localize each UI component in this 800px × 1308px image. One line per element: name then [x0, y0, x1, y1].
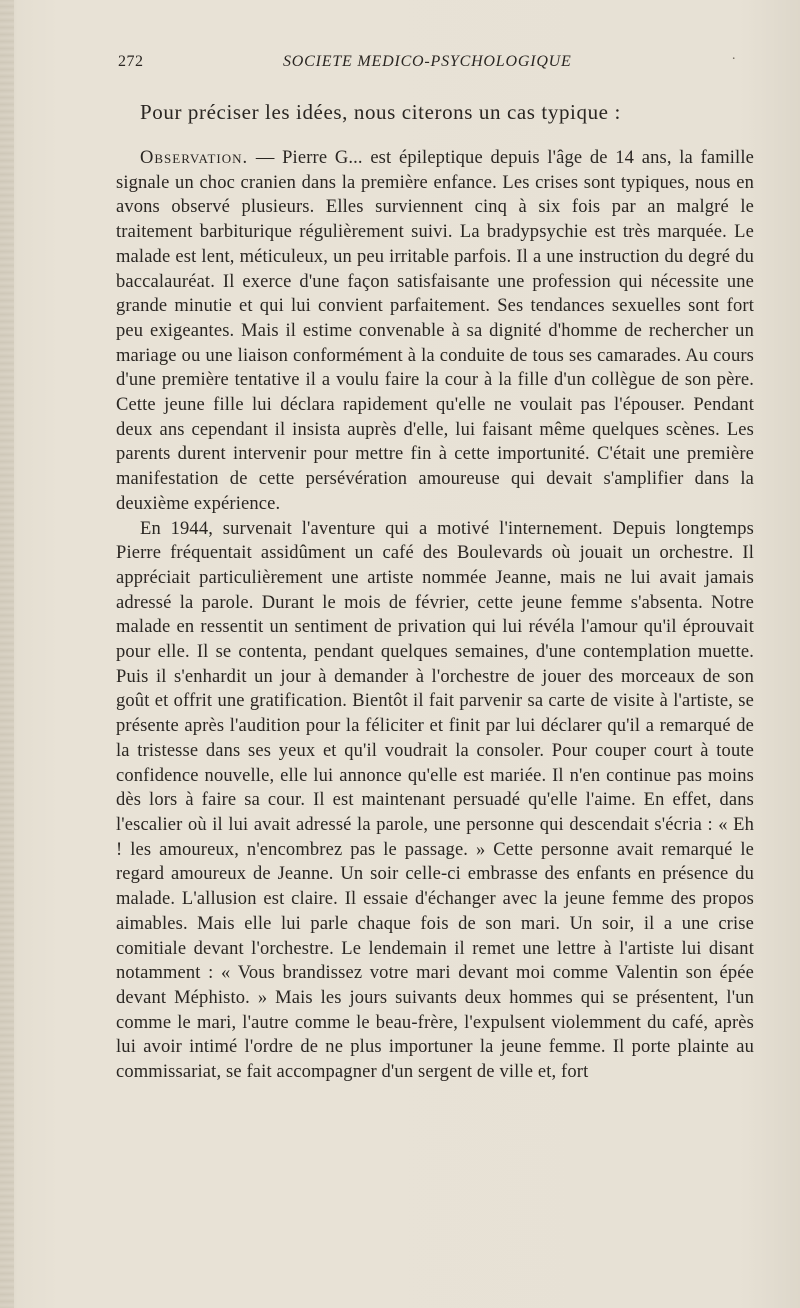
- running-title: SOCIETE MEDICO-PSYCHOLOGIQUE: [283, 53, 572, 70]
- paragraph-text: — Pierre G... est épileptique depuis l'âge de 14 ans, la famille signale un choc cranien dans la première enfance. Les crises sont typiques, nous en avons observé plusieurs. Elles surviennent cinq à six fois par an malgré le traitement barbiturique régulièrement suivi. La bradypsychie est très marquée. Le malade est lent, méticuleux, un peu irritable parfois. Il a une instruction du degré du baccalauréat. Il exerce d'une façon satisfaisante une profession qui nécessite une grande minutie et qui lui convient parfaitement. Ses tendances sexuelles sont fort peu exigeantes. Mais il estime convenable à sa dignité d'homme de rechercher un mariage ou une liaison conformément à la conduite de tous ses camarades. Au cours d'une première tentative il a voulu faire la cour à la fille d'un collègue de son père. Cette jeune fille lui déclara rapidement qu'elle ne voulait pas l'épouser. Pendant deux ans cependant il insista auprès d'elle, lui faisant même quelques scènes. Les parents durent intervenir pour mettre fin à cette importunité. C'était une première manifestation de cette persévération amoureuse qui devait s'amplifier dans la deuxième expérience.: [116, 148, 754, 514]
- body-text: [116, 146, 754, 1085]
- page-header: [118, 50, 736, 74]
- intro-sentence: Pour préciser les idées, nous citerons un cas typique :: [140, 100, 621, 124]
- paragraph-observation: [116, 146, 754, 517]
- paragraph-adventure: [116, 517, 754, 1085]
- page-number: 272: [118, 53, 144, 70]
- header-mark: ·: [731, 52, 736, 67]
- page-gutter: [0, 0, 14, 1308]
- observation-label: Observation.: [140, 148, 249, 168]
- paragraph-text: En 1944, survenait l'aventure qui a motivé l'internement. Depuis longtemps Pierre fréquentait assidûment un café des Boulevards où jouait un orchestre. Il appréciait particulièrement une artiste nommée Jeanne, mais ne lui avait jamais adressé la parole. Durant le mois de février, cette jeune femme s'absenta. Notre malade en ressentit un sentiment de privation qui lui révéla l'amour qu'il éprouvait pour elle. Il se contenta, pendant quelques semaines, d'une contemplation muette. Puis il s'enhardit un jour à demander à l'orchestre de jouer des morceaux de son goût et offrit une gratification. Bientôt il fait parvenir sa carte de visite à l'artiste, se présente après l'audition pour la féliciter et finit par lui déclarer qu'il a remarqué de la tristesse dans ses yeux et qu'il voudrait la consoler. Pour couper court à toute confidence nouvelle, elle lui annonce qu'elle est mariée. Il n'en continue pas moins dès lors à faire sa cour. Il est maintenant persuadé qu'elle l'aime. En effet, dans l'escalier où il lui avait adressé la parole, une personne qui descendait s'écria : « Eh ! les amoureux, n'encombrez pas le passage. » Cette personne avait remarqué le regard amoureux de Jeanne. Un soir celle-ci embrasse des enfants en présence du malade. L'allusion est claire. Il essaie d'échanger avec la jeune femme des propos aimables. Mais elle lui parle chaque fois de son mari. Un soir, il a une crise comitiale devant l'orchestre. Le lendemain il remet une lettre à l'artiste lui disant notamment : « Vous brandissez votre mari devant moi comme Valentin son épée devant Méphisto. » Mais les jours suivants deux hommes qui se présentent, l'un comme le mari, l'autre comme le beau-frère, l'expulsent violemment du café, après lui avoir intimé l'ordre de ne plus importuner la jeune femme. Il porte plainte au commissariat, se fait accompagner d'un sergent de ville et, fort: [116, 518, 754, 1083]
